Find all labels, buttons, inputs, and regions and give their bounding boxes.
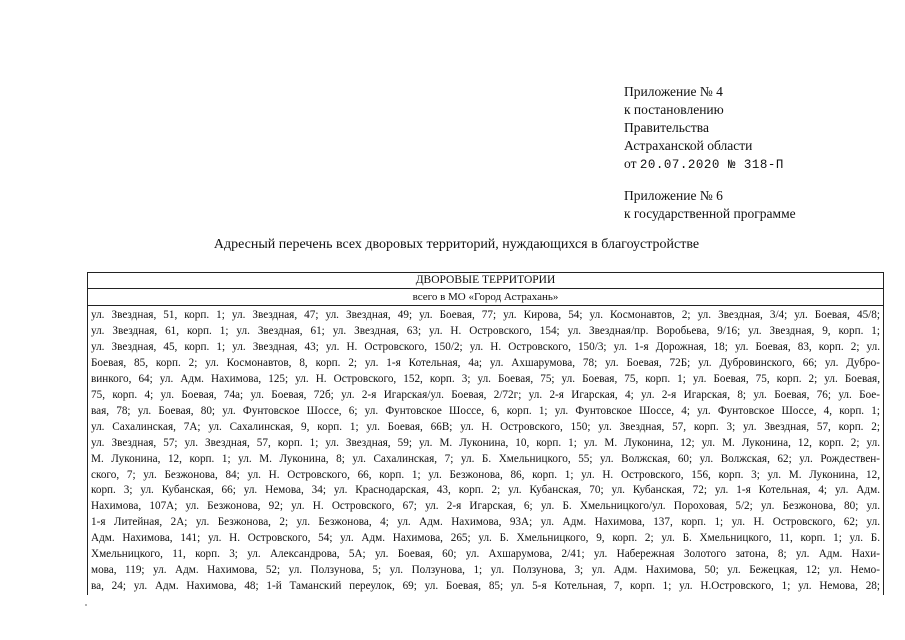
program-appendix-header [624,187,796,223]
program-appendix-line-2: к государственной программе [624,206,796,221]
address-line: 1-я Литейная, 2А; ул. Безжонова, 2; ул. Безжонова, 4; ул. Адм. Нахимова, 93А; ул. Адм. Нахимова, 137, корп. 1; ул. Н. Островского, 62; ул. [91,516,880,529]
address-line: ул. Сахалинская, 7А; ул. Сахалинская, 9, корп. 1; ул. Боевая, 66В; ул. Н. Островского, 150; ул. Звездная, 57, корп. 3; ул. Звездная, 57, корп. 2; [91,420,880,433]
date-prefix: от [624,156,637,171]
address-line: винкого, 64; ул. Адм. Нахимова, 125; ул. Н. Островского, 152, корп. 3; ул. Боевая, 75; ул. Боевая, 75, корп. 1; ул. Боевая, 75, корп. 2; ул. Боевая, [91,372,880,385]
program-appendix-line-1: Приложение № 6 [624,188,723,203]
appendix-line-1: Приложение № 4 [624,84,723,99]
address-line: Хмельницкого, 11, корп. 3; ул. Александрова, 5А; ул. Боевая, 60; ул. Ахшарумова, 2/41; ул. Набережная Золотого затона, 8; ул. Адм. Нахи- [91,548,880,561]
appendix-line-2: к постановлению [624,102,724,117]
address-line: Боевая, 85, корп. 2; ул. Космонавтов, 8, корп. 2; ул. 1-я Котельная, 4а; ул. Ахшарумова, 78; ул. Боевая, 72Б; ул. Дубровинского, 66; ул. Дубро- [91,356,880,369]
document-title: Адресный перечень всех дворовых территорий, нуждающихся в благоустройстве [213,237,700,252]
addresses-cell [88,306,883,595]
scan-speck [85,604,87,606]
address-line: 75, корп. 4; ул. Боевая, 74а; ул. Боевая, 72б; ул. 2-я Игарская/ул. Боевая, 2/72г; ул. 2-я Игарская, 4; ул. 2-я Игарская, 8; ул. Боевая, 76; ул. Бое- [91,388,880,401]
address-line: корп. 3; ул. Кубанская, 66; ул. Немова, 34; ул. Краснодарская, 43, корп. 2; ул. Кубанская, 70; ул. Кубанская, 72; ул. 1-я Котельная, 4; ул. Адм. [91,484,880,497]
appendix-line-4: Астраханской области [624,138,753,153]
address-line: ул. Звездная, 57; ул. Звездная, 57, корп. 1; ул. Звездная, 59; ул. М. Луконина, 10, корп. 1; ул. М. Луконина, 12; ул. М. Луконина, 12, корп. 2; ул. [91,436,880,449]
table-heading: ДВОРОВЫЕ ТЕРРИТОРИИ [88,273,883,289]
address-line: М. Луконина, 12, корп. 1; ул. М. Луконина, 8; ул. Сахалинская, 7; ул. Б. Хмельницкого, 55; ул. Волжская, 60; ул. Волжская, 62; ул. Рождествен- [91,452,880,465]
address-line: ул. Звездная, 61, корп. 1; ул. Звездная, 61; ул. Звездная, 63; ул. Н. Островского, 154; ул. Звездная/пр. Воробьева, 9/16; ул. Звездная, 9, корп. 1; [91,324,880,337]
address-line: вая, 78; ул. Боевая, 80; ул. Фунтовское Шоссе, 6; ул. Фунтовское Шоссе, 6, корп. 1; ул. Фунтовское Шоссе, 4; ул. Фунтовское Шоссе, 4, корп. 1; [91,404,880,417]
address-line: Адм. Нахимова, 141; ул. Н. Островского, 54; ул. Адм. Нахимова, 265; ул. Б. Хмельницкого, 9, корп. 2; ул. Б. Хмельницкого, 11, корп. 1; ул. Б. [91,532,880,545]
address-line: ул. Звездная, 45, корп. 1; ул. Звездная, 43; ул. Н. Островского, 150/2; ул. Н. Островского, 150/3; ул. 1-я Дорожная, 18; ул. Боевая, 83, корп. 2; ул. [91,340,880,353]
appendix-date-line [624,155,784,174]
table-subheading: всего в МО «Город Астрахань» [88,289,883,306]
appendix-line-3: Правительства [624,120,709,135]
territories-table [87,272,884,595]
appendix-header [624,83,784,174]
date-value: 20.07.2020 № 318-П [639,158,784,172]
address-line: ул. Звездная, 51, корп. 1; ул. Звездная, 47; ул. Звездная, 49; ул. Боевая, 77; ул. Кирова, 54; ул. Космонавтов, 2; ул. Звездная, 3/4; ул. Боевая, 45/8; [91,309,880,321]
address-line: мова, 119; ул. Адм. Нахимова, 52; ул. Ползунова, 5; ул. Ползунова, 1; ул. Ползунова, 3; ул. Адм. Нахимова, 50; ул. Бежецкая, 12; ул. Немо- [91,564,880,577]
address-line: ского, 7; ул. Безжонова, 84; ул. Н. Островского, 66, корп. 1; ул. Безжонова, 86, корп. 1; ул. Н. Островского, 156, корп. 3; ул. М. Луконина, 12, [91,468,880,481]
address-line: Нахимова, 107А; ул. Безжонова, 92; ул. Н. Островского, 67; ул. 2-я Игарская, 6; ул. Б. Хмельницкого/ул. Пороховая, 5/2; ул. Безжонова, 80; ул. [91,500,880,513]
address-line: ва, 24; ул. Адм. Нахимова, 48; 1-й Таманский переулок, 69; ул. Боевая, 85; ул. 5-я Котельная, 7, корп. 1; ул. Н.Островского, 1; ул. Немова, 28; [91,580,880,593]
